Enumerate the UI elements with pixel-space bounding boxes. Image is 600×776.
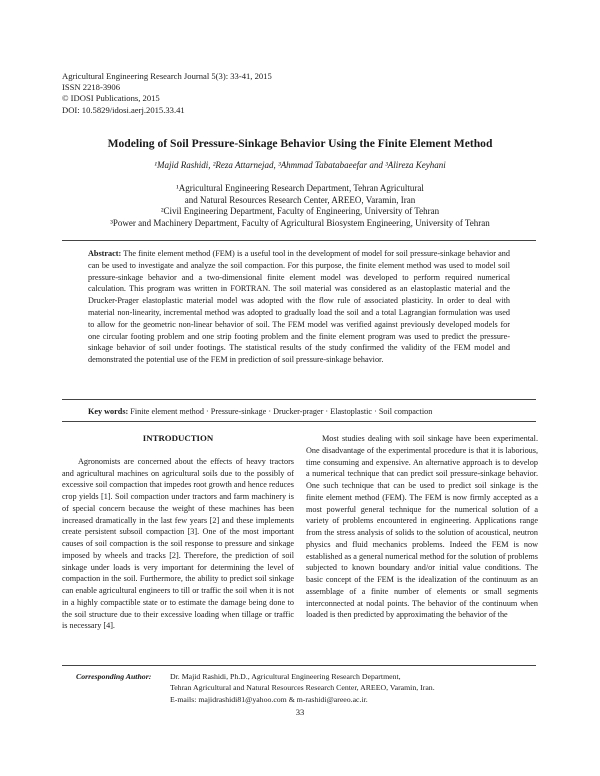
journal-citation: Agricultural Engineering Research Journal 5(3): 33-41, 2015 bbox=[62, 71, 272, 81]
affiliations bbox=[62, 183, 538, 229]
corresponding-details bbox=[170, 671, 435, 705]
author-list: ¹Majid Rashidi, ²Reza Attarnejad, ³Ahmmad Tabatabaeefar and ³Alireza Keyhani bbox=[154, 160, 446, 170]
journal-issn: ISSN 2218-3906 bbox=[62, 82, 121, 93]
footnote-rule bbox=[62, 665, 536, 666]
intro-paragraph: Agronomists are concerned about the effects of heavy tractors and agricultural machines on agricultural soils due to the possibly of excessive soil compaction that impedes root growth and hence reduces crop yields [1]. Soil compaction under tractors and farm machinery is of special concern because the weight of these machines has been increased dramatically in the last few years [2] and these implements create persistent subsoil compaction [3]. One of the most important causes of soil compaction is the soil response to pressure and sinkage imposed by wheels and tracks [2]. Therefore, the prediction of soil sinkage under loads is very important for determining the level of compaction in the soil. Furthermore, the ability to predict soil sinkage can enable agricultural engineers to till or traffic the soil when it is not in a highly compactible state or to estimate the damage being done to the soil structure due to their excessive loading when tillage or traffic is necessary [4]. bbox=[62, 456, 294, 631]
right-column bbox=[306, 433, 538, 621]
corresponding-line: Tehran Agricultural and Natural Resources Research Center, AREEO, Varamin, Iran. bbox=[170, 683, 435, 693]
abstract bbox=[88, 248, 510, 366]
affiliation-line: ³Power and Machinery Department, Faculty of Agricultural Biosystem Engineering, University of Tehran bbox=[110, 217, 490, 228]
keywords-rule bbox=[62, 421, 536, 422]
affiliation-line: ²Civil Engineering Department, Faculty of Engineering, University of Tehran bbox=[160, 206, 440, 217]
keywords-label: Key words: bbox=[88, 407, 129, 416]
abstract-label: Abstract: bbox=[88, 249, 122, 258]
abstract-text: The finite element method (FEM) is a useful tool in the development of model for soil pressure-sinkage behavior and can be used to investigate and analyze the soil compaction. For this purpose, the finite element method was used to model soil pressure-sinkage behavior and a two-dimensional finite element model was developed to perform required numerical calculation. This program was written in FORTRAN. The soil material was considered as an elastoplastic material and the Drucker-Prager elastoplastic material model was adopted with the flow rule of associated plasticity. In order to deal with material non-linearity, incremental method was adopted to gradually load the soil and a total Lagrangian formulation was used to allow for the geometric non-linear behavior of soil. The FEM model was verified against previously developed models for one circular footing problem and one strip footing problem and the finite element program was used to predict the pressure-sinkage behavior of soil under footings. The statistical results of the study confirmed the validity of the FEM model and demonstrated the potential use of the FEM in prediction of soil pressure-sinkage behavior. bbox=[88, 249, 510, 365]
corresponding-line: Dr. Majid Rashidi, Ph.D., Agricultural Engineering Research Department, bbox=[170, 672, 401, 681]
affiliation-line: and Natural Resources Research Center, AREEO, Varamin, Iran bbox=[184, 194, 416, 205]
keywords bbox=[88, 407, 528, 416]
keywords-text: Finite element method · Pressure-sinkage · Drucker-prager · Elastoplastic · Soil compaction bbox=[130, 407, 433, 416]
introduction-heading: INTRODUCTION bbox=[142, 433, 214, 443]
abstract-bottom-rule bbox=[62, 399, 536, 400]
intro-paragraph: Most studies dealing with soil sinkage have been experimental. One disadvantage of the experimental procedure is that it is laborious, time consuming and expensive. An alternative approach is to develop a numerical technique that can predict soil pressure-sinkage behavior. One such technique that can be used to predict soil sinkage is the finite element method (FEM). The FEM is now firmly accepted as a most powerful general technique for the numerical solution of a variety of problems encountered in engineering. Applications range from the stress analysis of solids to the solution of acoustical, neutron physics and fluid mechanics problems. Indeed the FEM is now established as a general numerical method for the solution of problems subjected to known boundary and/or initial value conditions. The basic concept of the FEM is the idealization of the continuum as an assemblage of a finite number of elements or small segments interconnected at nodal points. The behavior of the continuum when loaded is then predicted by approximating the behavior of the bbox=[306, 434, 538, 620]
left-column bbox=[62, 433, 294, 632]
journal-doi: DOI: 10.5829/idosi.aerj.2015.33.41 bbox=[62, 104, 185, 115]
corresponding-label: Corresponding Author: bbox=[76, 672, 152, 681]
abstract-top-rule bbox=[62, 240, 536, 241]
journal-copyright: © IDOSI Publications, 2015 bbox=[62, 93, 160, 104]
paper-title: Modeling of Soil Pressure-Sinkage Behavior Using the Finite Element Method bbox=[107, 137, 493, 150]
page-number: 33 bbox=[295, 707, 305, 717]
corresponding-line: E-mails: majidrashidi81@yahoo.com & m-rashidi@areeo.ac.ir. bbox=[170, 694, 368, 704]
journal-info bbox=[62, 71, 272, 116]
affiliation-line: ¹Agricultural Engineering Research Department, Tehran Agricultural bbox=[176, 183, 424, 193]
